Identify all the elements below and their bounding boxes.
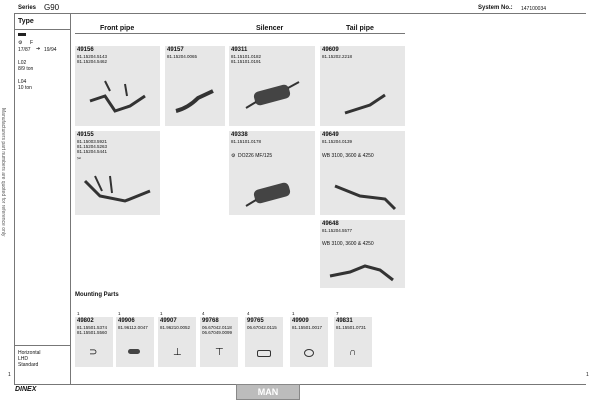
- bottom-left-divider: [14, 345, 70, 346]
- part-panel-49311[interactable]: [229, 46, 315, 126]
- part-ref: 06.67042.0115: [247, 325, 277, 330]
- screw-icon: ⊤: [215, 347, 224, 358]
- part-ref: 81.15204.5263: [77, 144, 108, 149]
- tail-pipe-drawing: [330, 181, 400, 211]
- type-date-from: 17/87: [18, 47, 31, 53]
- crossed-icon: ✂: [77, 156, 82, 162]
- part-number: 49157: [167, 47, 184, 53]
- part-ref: 81.15204.0065: [167, 54, 198, 59]
- mount-item-49909[interactable]: [290, 311, 328, 367]
- part-number: 49311: [231, 47, 248, 53]
- part-number: 49156: [77, 47, 94, 53]
- part-ref: 81.15501.0731: [336, 325, 367, 330]
- version-text: Standard: [18, 362, 39, 368]
- mount-item-99768[interactable]: [200, 311, 238, 367]
- mount-item-49802[interactable]: [75, 311, 113, 367]
- drive-text: LHD: [18, 356, 29, 362]
- clip-icon: ∩: [349, 347, 357, 358]
- mount-qty: 1: [292, 311, 295, 316]
- part-panel-49157[interactable]: [165, 46, 225, 126]
- clamp-icon: ⊃: [89, 347, 98, 358]
- part-note: DO226 MF/125: [238, 153, 273, 159]
- truck-icon: [18, 33, 26, 36]
- left-border: [14, 13, 15, 385]
- silencer-header: Silencer: [256, 25, 284, 32]
- mount-qty: 1: [118, 311, 121, 316]
- part-ref: 81.15204.0139: [322, 139, 353, 144]
- nut-icon: [257, 350, 271, 357]
- part-ref: 81.15204.5441: [77, 149, 108, 154]
- mount-item-49831[interactable]: [334, 311, 372, 367]
- part-panel-49155[interactable]: [75, 131, 160, 215]
- part-ref: 81.15204.5462: [77, 59, 108, 64]
- part-ref: 81.15101.0178: [231, 139, 262, 144]
- system-value: 147100034: [521, 6, 547, 12]
- part-ref: 06.67049.0099: [202, 330, 233, 335]
- type-l02-value: 8/9 ton: [18, 66, 34, 72]
- type-divider: [14, 29, 70, 30]
- brand-banner: [236, 384, 300, 400]
- engine-icon: ⚙: [18, 40, 23, 46]
- part-ref: 81.15501.5374: [77, 325, 108, 330]
- part-panel-49156[interactable]: [75, 46, 160, 126]
- part-number: 49155: [77, 132, 94, 138]
- mount-qty: 1: [160, 311, 163, 316]
- part-number: 99768: [202, 318, 219, 324]
- system-label: System No.:: [478, 5, 513, 11]
- orientation-text: Horizontal: [18, 350, 41, 356]
- part-panel-49338[interactable]: [229, 131, 315, 215]
- type-title: Type: [18, 18, 34, 25]
- column-header-line: [75, 33, 405, 34]
- part-panel-49648[interactable]: [320, 220, 405, 288]
- type-column-divider: [70, 13, 71, 385]
- silencer-drawing: [244, 76, 304, 116]
- part-ref: 81.15501.5560: [77, 330, 108, 335]
- type-date-to: 19/94: [44, 47, 57, 53]
- silencer-drawing: [244, 176, 304, 211]
- mounting-title: Mounting Parts: [75, 292, 119, 298]
- part-ref: 81.15204.5577: [322, 228, 353, 233]
- header-divider: [14, 13, 586, 14]
- part-number: 49338: [231, 132, 248, 138]
- part-ref: 81.15101.0191: [231, 59, 262, 64]
- footer-divider: [14, 384, 586, 385]
- type-l04-value: 10 ton: [18, 85, 32, 91]
- series-value: G90: [44, 3, 60, 12]
- bolt-icon: ⊥: [173, 347, 182, 358]
- part-number: 49802: [77, 318, 94, 324]
- brand-name: MAN: [257, 387, 279, 397]
- disclaimer-text: Manufacturers part numbers are quoted for reference only: [0, 108, 6, 237]
- part-ref: 81.96210.0052: [160, 325, 191, 330]
- part-ref: 81.15501.0017: [292, 325, 323, 330]
- part-number: 49648: [322, 221, 339, 227]
- part-ref: 81.96112.0047: [118, 325, 148, 330]
- mount-item-99765[interactable]: [245, 311, 283, 367]
- part-ref: 81.15101.0182: [231, 54, 262, 59]
- tail-pipe-header: Tail pipe: [346, 25, 374, 32]
- type-fuel: F: [30, 40, 34, 46]
- part-number: 49907: [160, 318, 177, 324]
- gasket-icon: [128, 349, 140, 354]
- mount-item-49907[interactable]: [158, 311, 196, 367]
- part-number: 49649: [322, 132, 339, 138]
- page-number-right: 1: [586, 372, 589, 378]
- mount-item-49906[interactable]: [116, 311, 154, 367]
- part-ref: 06.67042.0118: [202, 325, 232, 330]
- dinex-logo: DINEX: [15, 386, 37, 393]
- part-note: WB 3100, 3600 & 4250: [322, 241, 374, 247]
- pipe-drawing: [173, 86, 218, 116]
- front-pipe-drawing: [85, 76, 155, 121]
- mount-qty: 7: [336, 311, 339, 316]
- mount-qty: 4: [202, 311, 205, 316]
- mount-qty: 4: [247, 311, 250, 316]
- part-note: WB 3100, 3600 & 4250: [322, 153, 374, 159]
- series-label: Series: [18, 5, 37, 11]
- part-ref: 81.15202.2218: [322, 54, 353, 59]
- part-panel-49649[interactable]: [320, 131, 405, 215]
- part-number: 49609: [322, 47, 339, 53]
- part-ref: 81.15204.5143: [77, 54, 108, 59]
- front-pipe-drawing: [80, 171, 155, 211]
- part-number: 49906: [118, 318, 135, 324]
- front-pipe-header: Front pipe: [100, 25, 135, 32]
- engine-icon: ⚙: [231, 153, 236, 159]
- tail-pipe-drawing: [340, 91, 395, 121]
- tail-pipe-drawing: [325, 258, 400, 286]
- type-l02: L02: [18, 60, 27, 66]
- arrow-right-icon: ➔: [36, 46, 41, 52]
- part-panel-49609[interactable]: [320, 46, 405, 126]
- mount-qty: 1: [77, 311, 80, 316]
- page-number-left: 1: [8, 372, 11, 378]
- ring-icon: [304, 349, 314, 357]
- part-number: 99765: [247, 318, 264, 324]
- part-number: 49831: [336, 318, 353, 324]
- type-l04: L04: [18, 79, 27, 85]
- part-number: 49909: [292, 318, 309, 324]
- part-ref: 81.15003.5921: [77, 139, 108, 144]
